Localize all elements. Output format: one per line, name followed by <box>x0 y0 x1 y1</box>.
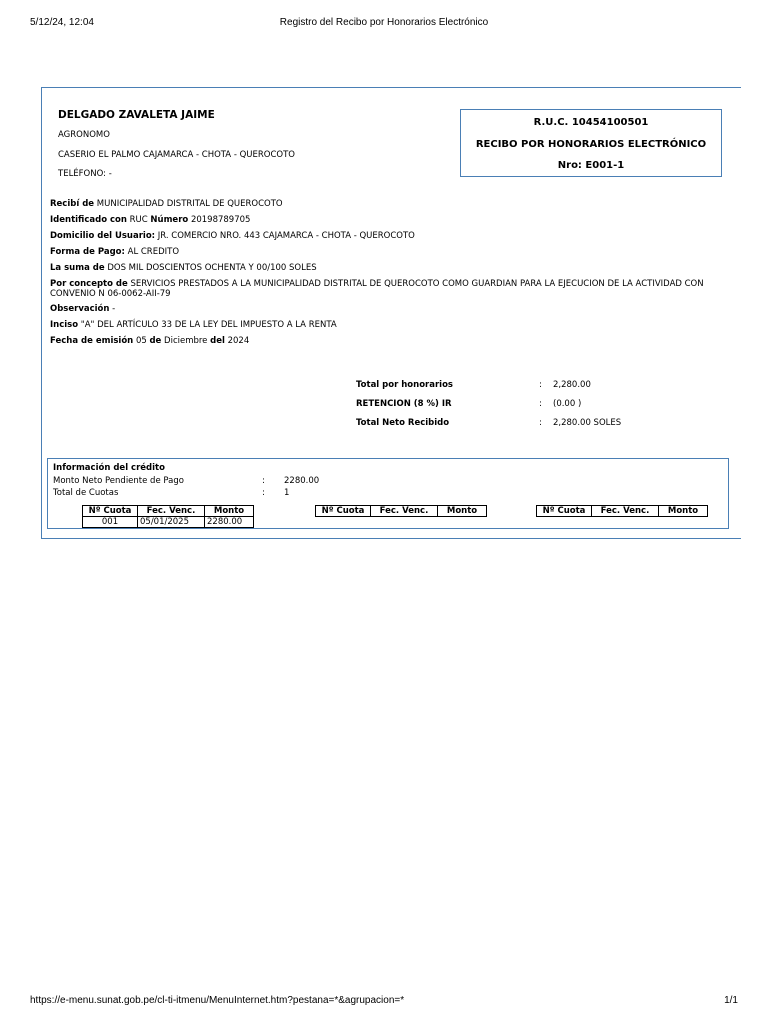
recibi-label: Recibí de <box>50 199 95 209</box>
cuota-number: 001 <box>83 517 138 528</box>
header-cuota: Nº Cuota <box>316 506 371 517</box>
total-neto-value: 2,280.00 SOLES <box>553 418 622 428</box>
cuota-monto: 2280.00 <box>205 517 254 528</box>
total-honorarios-label: Total por honorarios <box>356 380 453 390</box>
header-monto: Monto <box>438 506 487 517</box>
header-monto: Monto <box>659 506 708 517</box>
credit-title: Información del crédito <box>53 463 165 473</box>
cuotas-header-row <box>316 506 487 517</box>
retencion-label: RETENCION (8 %) IR <box>356 399 452 409</box>
table-row <box>83 517 254 528</box>
ruc-box <box>460 109 722 177</box>
cuotas-table-3 <box>536 505 708 517</box>
credit-info-box <box>47 458 729 529</box>
fecha-de: de <box>149 336 162 346</box>
total-cuotas-value: 1 <box>284 488 290 498</box>
fecha-day: 05 <box>135 336 147 346</box>
header-monto: Monto <box>205 506 254 517</box>
cuota-fecha: 05/01/2025 <box>138 517 205 528</box>
recibi-value: MUNICIPALIDAD DISTRITAL DE QUEROCOTO <box>96 199 283 209</box>
concepto-label: Por concepto de <box>50 279 128 289</box>
domicilio-value: JR. COMERCIO NRO. 443 CAJAMARCA - CHOTA - QUEROCOTO <box>157 231 415 241</box>
cuotas-table-1 <box>82 505 254 528</box>
issuer-name: DELGADO ZAVALETA JAIME <box>58 109 215 121</box>
observacion-value: - <box>112 304 116 314</box>
observacion-label: Observación <box>50 304 110 314</box>
field-fecha-emision <box>50 336 740 346</box>
cuotas-header-row <box>537 506 708 517</box>
document-type: RECIBO POR HONORARIOS ELECTRÓNICO <box>475 139 707 150</box>
retencion-colon: : <box>539 399 542 409</box>
field-suma <box>50 263 740 273</box>
pending-amount-label: Monto Neto Pendiente de Pago <box>53 476 184 486</box>
suma-value: DOS MIL DOSCIENTOS OCHENTA Y 00/100 SOLES <box>107 263 317 273</box>
total-neto-label: Total Neto Recibido <box>356 418 450 428</box>
ident-type: RUC <box>129 215 148 225</box>
header-fec-venc: Fec. Venc. <box>371 506 438 517</box>
cuotas-table-2 <box>315 505 487 517</box>
retencion-value: (0.00 ) <box>553 399 582 409</box>
inciso-label: Inciso <box>50 320 79 330</box>
field-forma-pago <box>50 247 740 257</box>
field-identificado <box>50 215 740 225</box>
header-cuota: Nº Cuota <box>537 506 592 517</box>
field-concepto <box>50 279 740 299</box>
field-recibi <box>50 199 740 209</box>
fecha-label: Fecha de emisión <box>50 336 134 346</box>
total-cuotas-colon: : <box>262 488 265 498</box>
header-fec-venc: Fec. Venc. <box>138 506 205 517</box>
field-inciso <box>50 320 740 330</box>
ident-number-label: Número <box>150 215 189 225</box>
receipt <box>41 87 741 539</box>
fecha-month: Diciembre <box>164 336 208 346</box>
total-honorarios-colon: : <box>539 380 542 390</box>
issuer-address: CASERIO EL PALMO CAJAMARCA - CHOTA - QUEROCOTO <box>58 150 295 160</box>
print-datetime: 5/12/24, 12:04 <box>30 17 94 28</box>
domicilio-label: Domicilio del Usuario: <box>50 231 156 241</box>
cuotas-header-row <box>83 506 254 517</box>
field-domicilio <box>50 231 740 241</box>
print-page-number: 1/1 <box>724 995 738 1006</box>
forma-pago-value: AL CREDITO <box>127 247 180 257</box>
ident-label: Identificado con <box>50 215 127 225</box>
header-cuota: Nº Cuota <box>83 506 138 517</box>
print-title: Registro del Recibo por Honorarios Electrónico <box>279 17 489 28</box>
ruc-number: R.U.C. 10454100501 <box>533 117 649 128</box>
issuer-profession: AGRONOMO <box>58 130 110 140</box>
total-honorarios-value: 2,280.00 <box>553 380 591 390</box>
pending-amount-value: 2280.00 <box>284 476 320 486</box>
ident-number: 20198789705 <box>190 215 251 225</box>
fecha-year: 2024 <box>227 336 250 346</box>
total-neto-colon: : <box>539 418 542 428</box>
forma-pago-label: Forma de Pago: <box>50 247 125 257</box>
pending-amount-colon: : <box>262 476 265 486</box>
issuer-phone: TELÉFONO: - <box>58 169 112 179</box>
header-fec-venc: Fec. Venc. <box>592 506 659 517</box>
fecha-del: del <box>210 336 225 346</box>
field-observacion <box>50 304 740 314</box>
print-url: https://e-menu.sunat.gob.pe/cl-ti-itmenu/MenuInternet.htm?pestana=*&agrupacion=* <box>30 995 405 1006</box>
total-cuotas-label: Total de Cuotas <box>53 488 119 498</box>
suma-label: La suma de <box>50 263 105 273</box>
concepto-value: SERVICIOS PRESTADOS A LA MUNICIPALIDAD DISTRITAL DE QUEROCOTO COMO GUARDIAN PARA LA EJECUCION DE LA ACTIVIDAD CON CONVENIO N 06-0062-AII-79 <box>50 279 704 299</box>
receipt-number: Nro: E001-1 <box>557 160 625 171</box>
inciso-value: "A" DEL ARTÍCULO 33 DE LA LEY DEL IMPUESTO A LA RENTA <box>80 320 337 330</box>
